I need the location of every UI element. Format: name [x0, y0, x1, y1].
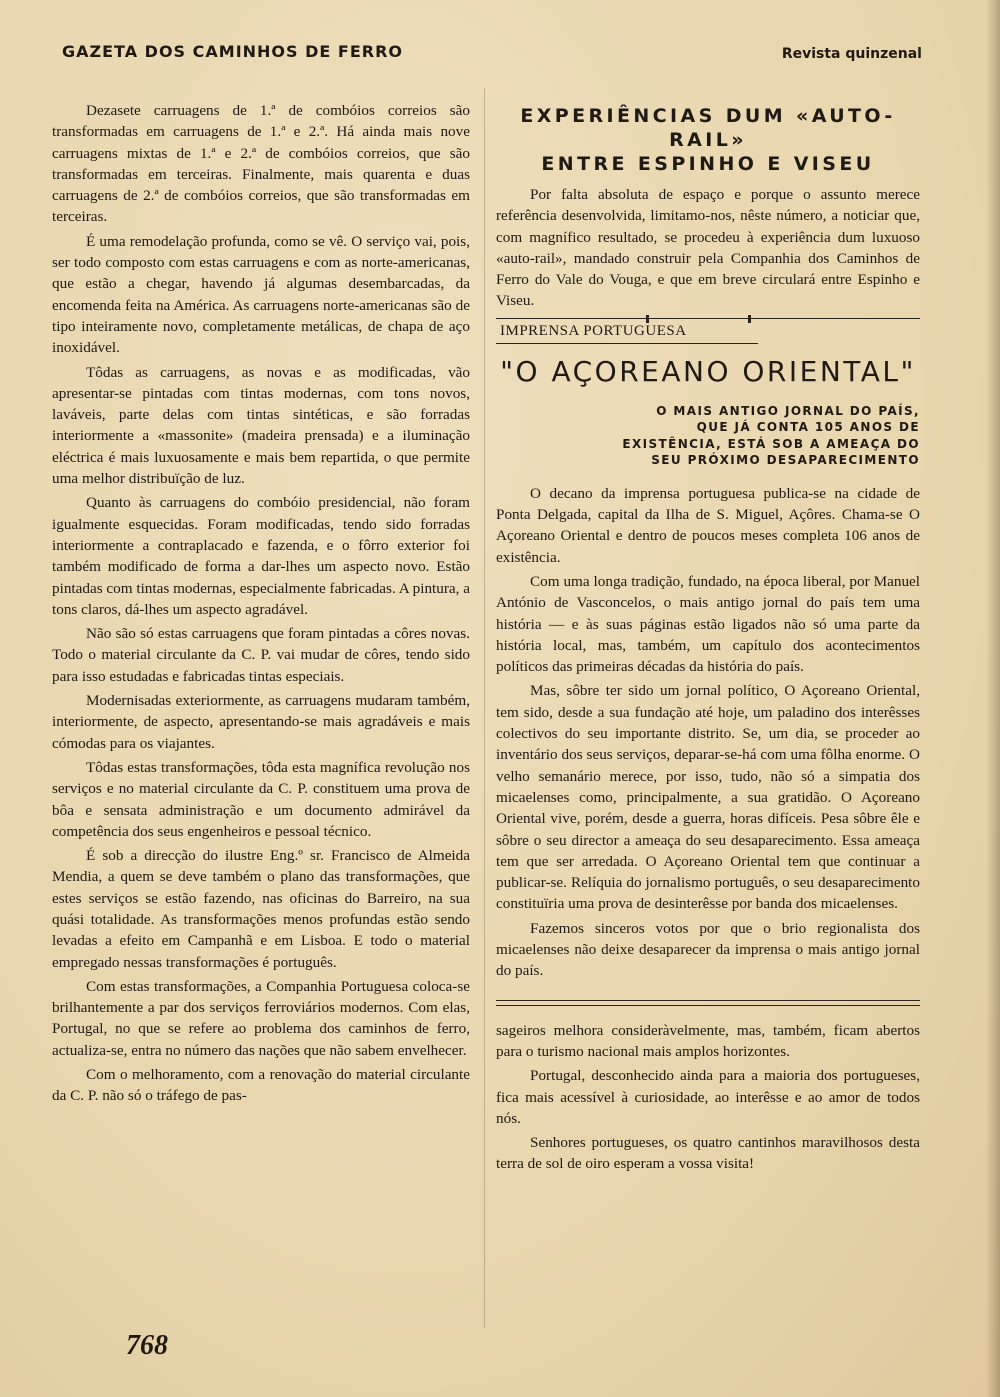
paragraph: Com uma longa tradição, fundado, na época liberal, por Manuel António de Vasconcelos, o mais antigo jornal do país tem uma história — e às suas páginas estão ligados não só uma parte da história local, mas, também, um capítulo dos acontecimentos políticos das primeiras décadas da história do país. — [496, 572, 920, 676]
paragraph: Fazemos sinceros votos por que o brio regionalista dos micaelenses não deixe desaparecer da imprensa o mais antigo jornal do país. — [496, 919, 920, 980]
paragraph: Dezasete carruagens de 1.ª de combóios correios são transformadas em carruagens de 1.ª e 2.ª. Há ainda mais nove carruagens mixtas de 1.ª e 2.ª de combóios correios, que são transformadas em terceiras. Finalmente, mais quarenta e duas carruagens de 2.ª de combóios correios, que são transformadas em terceiras. — [52, 102, 470, 226]
double-rule — [496, 1000, 920, 1010]
rule-ornament — [748, 315, 751, 323]
article-subheading: O MAIS ANTIGO JORNAL DO PAÍS, QUE JÁ CONTA 105 ANOS DE EXISTÊNCIA, ESTÁ SOB A AMEAÇA DO SEU PRÓXIMO DESAPARECIMENTO — [622, 403, 920, 468]
page-number: 768 — [126, 1330, 168, 1361]
article-body: Por falta absoluta de espaço e porque o assunto merece referência desenvolvida, limitamo-nos, nêste número, a noticiar que, com magnífico resultado, se procedeu à experiência dum luxuoso «auto-rail», mandado construir pela Companhia dos Caminhos de Ferro do Vale do Vouga, e que em breve circulará entre Espinho e Viseu. — [496, 186, 920, 310]
column-divider — [484, 88, 485, 1328]
paragraph: O decano da imprensa portuguesa publica-se na cidade de Ponta Delgada, capital da Ilha de S. Miguel, Açôres. Chama-se O Açoreano Oriental e dentro de poucos meses completa 106 anos de existência. — [496, 484, 920, 566]
paragraph: Senhores portugueses, os quatro cantinhos maravilhosos desta terra de sol de oiro esperam a vossa visita! — [496, 1134, 920, 1173]
article-title: "O AÇOREANO ORIENTAL" — [500, 354, 916, 388]
section-label — [496, 318, 920, 345]
article-headline — [496, 104, 920, 176]
paragraph: Modernisadas exteriormente, as carruagens mudaram também, interiormente, de aspecto, apresentando-se mais agradáveis e mais cómodas para os viajantes. — [52, 692, 470, 752]
page-edge-shadow — [986, 0, 1000, 1397]
paragraph: É sob a direcção do ilustre Eng.º sr. Francisco de Almeida Mendia, a quem se deve também o plano das transformações, que estes serviços se estão fazendo, nas oficinas do Barreiro, na sua quási totalidade. As transformações menos profundas estão sendo levadas a efeito em Campanhã e em Lisboa. E todo o material empregado nessas transformações é português. — [52, 847, 470, 971]
paragraph: Portugal, desconhecido ainda para a maioria dos portugueses, fica mais acessível à curiosidade, ao interêsse e ao amor de todos nós. — [496, 1067, 920, 1127]
paragraph: Com estas transformações, a Companhia Portuguesa coloca-se brilhantemente a par dos serviços ferroviários modernos. Com elas, Portugal, no que se refere ao problema dos caminhos de ferro, actualiza-se, entra no número das nações que não sabem envelhecer. — [52, 977, 470, 1059]
paragraph: Tôdas estas transformações, tôda esta magnífica revolução nos serviços e no material circulante da C. P. constituem uma prova de bôa e sensata administração e um documento admirável da competência dos seus engenheiros e pessoal técnico. — [52, 758, 470, 840]
left-column — [52, 100, 470, 1107]
paragraph: É uma remodelação profunda, como se vê. O serviço vai, pois, ser todo composto com estas carruagens e com as norte-americanas, que estão a chegar, havendo já algumas desembarcadas, da encomenda feita na América. As carruagens norte-americanas são de tipo inteiramente novo, completamente metálicas, de chapa de aço inoxidável. — [52, 232, 470, 357]
right-column — [496, 104, 920, 1175]
rule-ornament — [646, 315, 649, 323]
paragraph: sageiros melhora consideràvelmente, mas, também, ficam abertos para o turismo nacional mais amplos horizontes. — [496, 1021, 920, 1060]
rule-line — [496, 1005, 920, 1010]
paragraph: Quanto às carruagens do combóio presidencial, não foram igualmente esquecidas. Foram modificadas, tendo sido forradas interiormente a contraplacado e fazenda, e o fôrro exterior foi também modificado de forma a dar-lhes um aspecto novo. Estão pintadas com tintas modernas, especialmente fabricadas. A pintura, a tons claros, dá-lhes um aspecto agradável. — [52, 494, 470, 618]
journal-title: GAZETA DOS CAMINHOS DE FERRO — [62, 42, 404, 61]
paragraph: Tôdas as carruagens, as novas e as modificadas, vão apresentar-se pintadas com tintas modernas, com tons novos, laváveis, parte delas com tintas sintéticas, e são forradas interiormente a «massonite» (madeira prensada) e a iluminação eléctrica é mais luxuosamente e mais bem repartida, o que permite uma melhor distribuïção de luz. — [52, 363, 470, 488]
paragraph: Com o melhoramento, com a renovação do material circulante da C. P. não só o tráfego de pas- — [52, 1066, 470, 1105]
paragraph: Não são só estas carruagens que foram pintadas a côres novas. Todo o material circulante da C. P. vai mudar de côres, tendo sido para isso estudadas e fabricadas tintas especiais. — [52, 625, 470, 685]
journal-subtitle: Revista quinzenal — [781, 46, 922, 62]
headline-line-2: ENTRE ESPINHO E VISEU — [541, 153, 875, 175]
paragraph: Mas, sôbre ter sido um jornal político, O Açoreano Oriental, tem sido, desde a sua fundação até hoje, um paladino dos interêsses colectivos do seu importante distrito. Se, um dia, se proceder ao inventário dos seus serviços, deparar-se-há com uma fôlha enorme. O velho semanário merece, por isso, tudo, não só a simpatia dos micaelenses como, principalmente, a sua gratidão. O Açoreano Oriental vive, porém, desde a guerra, horas difíceis. Pesa sôbre êle e sôbre o seu director a ameaça do seu desaparecimento. Essa ameaça tem que ser arredada. O Açoreano Oriental tem que continuar a publicar-se. Relíquia do jornalismo português, o seu desaparecimento constituïria uma prova de desinterêsse por banda dos micaelenses. — [496, 682, 920, 913]
section-label-text: IMPRENSA PORTUGUESA — [500, 322, 687, 339]
headline-line-1: EXPERIÊNCIAS DUM «AUTO-RAIL» — [520, 105, 896, 151]
section-underline — [496, 343, 758, 344]
